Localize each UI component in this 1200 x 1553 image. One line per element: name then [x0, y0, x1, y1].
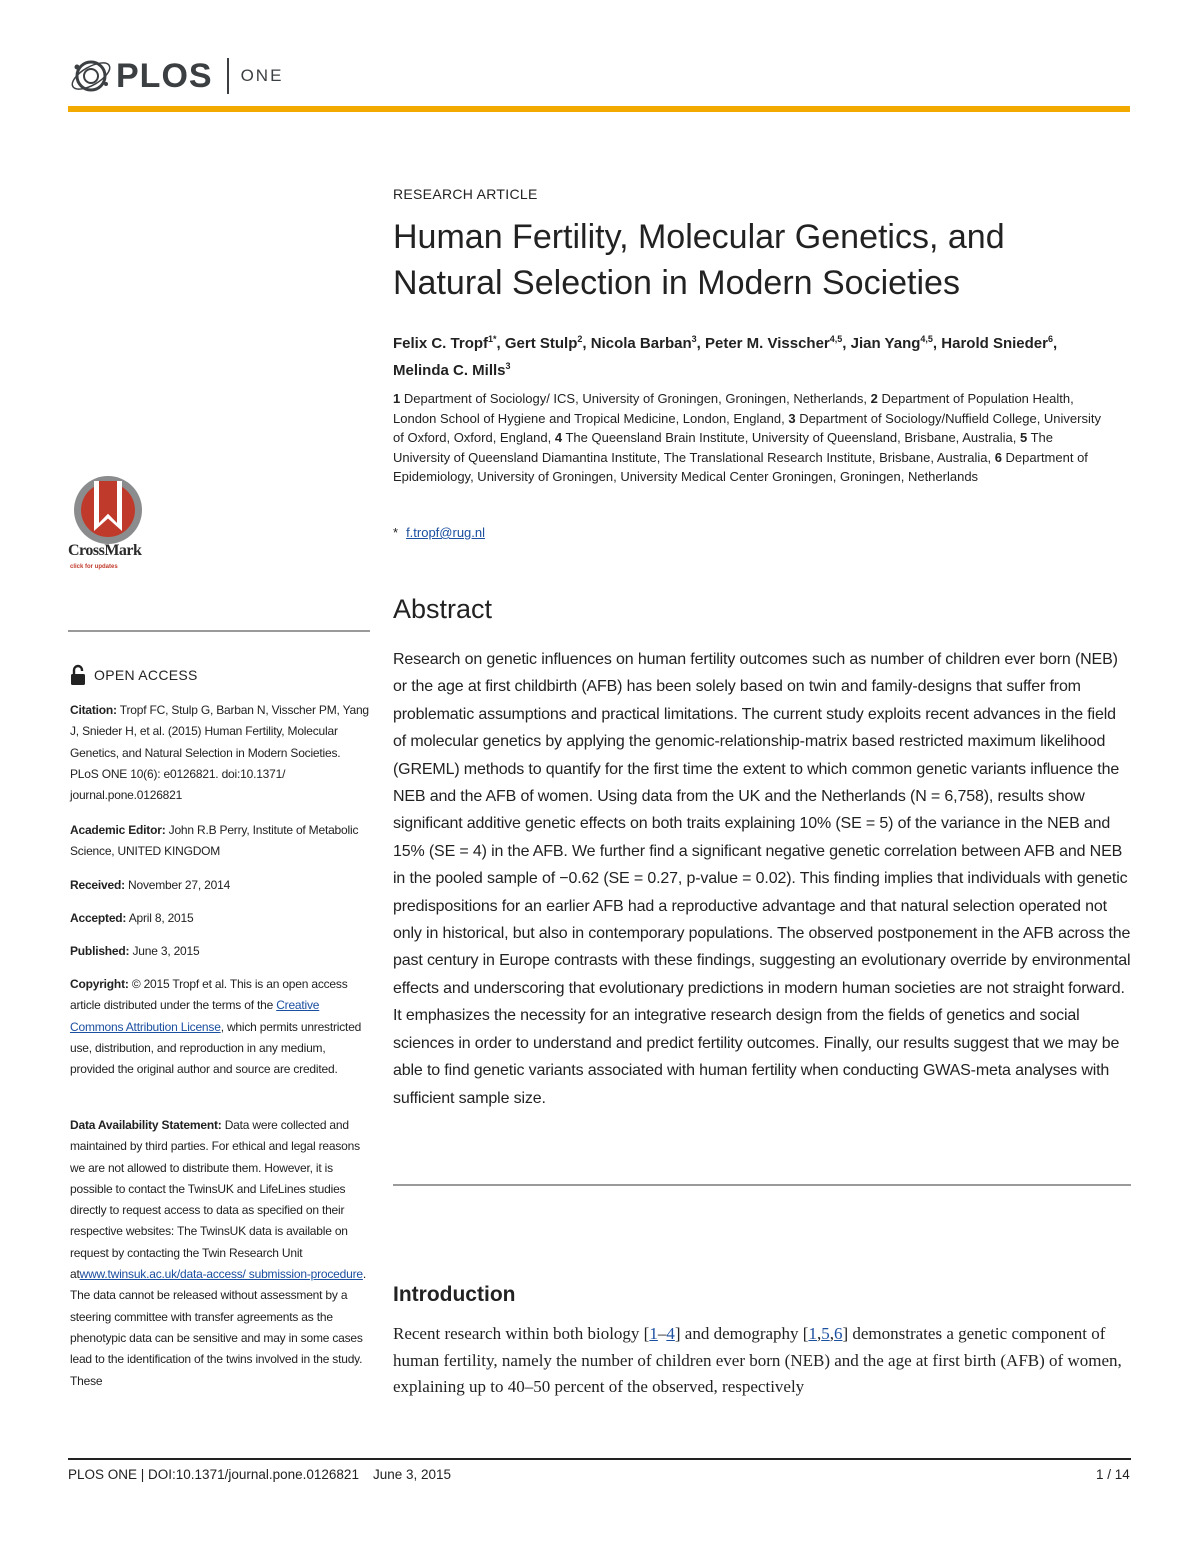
- abstract-divider: [393, 1184, 1131, 1186]
- received-label: Received:: [70, 878, 125, 892]
- author-name: Harold Snieder: [941, 335, 1048, 352]
- author-affiliation-sup: 2: [577, 334, 583, 344]
- author-affiliation-sup: 3: [505, 361, 511, 371]
- affiliation-number: 1: [393, 391, 401, 406]
- affiliation-number: 4: [554, 430, 563, 446]
- received-value: November 27, 2014: [128, 878, 231, 892]
- affiliation-text: The Queensland Brain Institute, University of Queensland, Brisbane, Australia,: [562, 430, 1020, 446]
- intro-text-part: ,: [829, 1324, 834, 1343]
- author-name: Peter M. Visscher: [704, 335, 830, 352]
- affiliation-number: 2: [870, 391, 878, 406]
- plos-logo-icon: [68, 53, 114, 99]
- page-number: 1 / 14: [1096, 1467, 1130, 1482]
- author-name: Felix C. Tropf: [393, 335, 489, 352]
- author-name: Gert Stulp: [504, 335, 578, 352]
- author-affiliation-sup: 4,5: [829, 334, 843, 344]
- crossmark-sublabel: click for updates: [70, 564, 118, 570]
- header-accent-bar: [68, 106, 1130, 112]
- reference-link[interactable]: 6: [833, 1324, 843, 1343]
- footer-citation: [68, 1467, 451, 1482]
- logo-wordmark: PLOS: [116, 56, 213, 95]
- reference-link[interactable]: 1: [649, 1324, 658, 1343]
- corresponding-marker: *: [393, 525, 399, 540]
- published-label: Published:: [70, 944, 130, 958]
- copyright-text: © 2015 Tropf et al. This is an open access article distributed under the terms of the: [70, 977, 348, 1013]
- affiliation-number: 6: [994, 449, 1002, 465]
- editor-label: Academic Editor:: [70, 823, 166, 837]
- sidebar-divider: [68, 630, 370, 632]
- copyright-block: [70, 974, 370, 1080]
- intro-text-part: –: [657, 1324, 667, 1343]
- data-availability-text: Data were collected and maintained by third parties. For ethical and legal reasons we are not allowed to distribute them. However, it is possible to contact the TwinsUK and LifeLines studies directly to request access to data as specified on their respective websites: The TwinsUK data is available on request by contacting the Twin Research Unit at: [70, 1118, 360, 1282]
- author-name: Melinda C. Mills: [393, 362, 506, 379]
- crossmark-badge[interactable]: [68, 476, 150, 576]
- affiliation-text: Department of Sociology/ ICS, University of Groningen, Groningen, Netherlands,: [400, 391, 871, 406]
- abstract-text: Research on genetic influences on human fertility outcomes such as number of children ever born (NEB) or the age at first childbirth (AFB) has been solely based on twin and family-designs that suffer from problematic assumptions and practical limitations. The current study exploits recent advances in the field of molecular genetics by applying the genomic-relationship-matrix based restricted maximum likelihood (GREML) methods to quantify for the first time the extent to which common genetic variants influence the NEB and the AFB of women. Using data from the UK and the Netherlands (N = 6,758), results show significant additive genetic effects on both traits explaining 10% (SE = 5) of the variance in the NEB and 15% (SE = 4) in the AFB. We further find a significant negative genetic correlation between AFB and NEB in the pooled sample of −0.62 (SE = 0.27, p-value = 0.02). This finding implies that individuals with genetic predispositions for an earlier AFB had a reproductive advantage and that natural selection operated not only in historical, but also in contemporary populations. The observed postponement in the AFB across the past century in Europe contrasts with these findings, suggesting an evolutionary override by environmental effects and underscoring that evolutionary predictions in modern human societies are not straight forward. It emphasizes the necessity for an integrative research design from the fields of genetics and social sciences in order to understand and predict fertility outcomes. Finally, our results suggest that we may be able to find genetic variants associated with human fertility when conducting GWAS-meta analyses with sufficient sample size.: [393, 651, 1131, 1107]
- article-title: Human Fertility, Molecular Genetics, and Natural Selection in Modern Societies: [393, 218, 1005, 302]
- data-availability-label: Data Availability Statement:: [70, 1118, 222, 1132]
- editor-text: John R.B Perry, Institute of Metabolic Science, UNITED KINGDOM: [70, 823, 359, 859]
- intro-text-part: Recent research within both biology [: [393, 1324, 650, 1343]
- published-date: [70, 941, 370, 962]
- open-access-label: OPEN ACCESS: [94, 667, 198, 683]
- author-name: Nicola Barban: [590, 335, 692, 352]
- abstract-heading: Abstract: [393, 594, 493, 624]
- author-affiliation-sup: 6: [1047, 334, 1053, 344]
- received-date: [70, 875, 370, 896]
- open-lock-icon: [70, 664, 86, 686]
- logo-divider: [227, 58, 229, 94]
- article-type: RESEARCH ARTICLE: [393, 186, 538, 202]
- data-availability-text-end: . The data cannot be released without assessment by a steering committee with transfer agreements as the phenotypic data can be sensitive and may in some cases lead to the identification of the twins involved in the study. These: [70, 1267, 367, 1388]
- citation-text: Tropf FC, Stulp G, Barban N, Visscher PM, Yang J, Snieder H, et al. (2015) Human Fertility, Molecular Genetics, and Natural Selection in Modern Societies. PLoS ONE 10(6): e0126821. doi:10.1371/ journal.pone.0126821: [70, 703, 369, 803]
- data-availability-block: [70, 1115, 370, 1392]
- plos-one-logo[interactable]: [68, 52, 283, 100]
- author-list: Felix C. Tropf$^{1*}$, Gert Stulp$^2$, Nicola Barban$^3$, Peter M. Visscher$^{4,5}$, Jian Yang$^{4,5}$, Harold Snieder$^6$, Melinda C. Mills$^3$: [393, 334, 1058, 379]
- footer-doi: PLOS ONE | DOI:10.1371/journal.pone.0126821: [68, 1467, 359, 1482]
- accepted-value: April 8, 2015: [128, 911, 194, 925]
- intro-text-part: ,: [816, 1324, 822, 1343]
- citation-block: [70, 700, 370, 806]
- author-affiliation-sup: 4,5: [920, 334, 933, 344]
- copyright-text-end: , which permits unrestricted use, distribution, and reproduction in any medium, provided the original author and source are credited.: [70, 1019, 362, 1077]
- affiliation-number: 3: [788, 410, 796, 426]
- introduction-heading: Introduction: [393, 1283, 516, 1306]
- reference-link[interactable]: 5: [821, 1324, 830, 1343]
- reference-link[interactable]: 4: [666, 1324, 675, 1343]
- footer-divider: [68, 1458, 1131, 1460]
- introduction-text: [393, 1321, 1128, 1401]
- logo-subtitle: ONE: [240, 66, 284, 85]
- correspondence: [393, 525, 485, 540]
- copyright-label: Copyright:: [70, 977, 129, 991]
- citation-label: Citation:: [70, 703, 117, 717]
- author-affiliation-sup: 1*: [488, 334, 497, 344]
- intro-text-part: ] demonstrates a genetic component of human fertility, namely the number of children ever born (NEB) and the age at first birth (AFB) of women, explaining up to 40–50 percent of the observed, respectively: [393, 1324, 1122, 1396]
- license-link[interactable]: Creative Commons Attribution License: [70, 998, 320, 1034]
- affiliation-text: Department of Epidemiology, University of Groningen, University Medical Center Groningen, Groningen, Netherlands: [393, 449, 1088, 485]
- author-affiliation-sup: 3: [691, 334, 697, 344]
- footer-date: June 3, 2015: [372, 1467, 452, 1482]
- affiliation-text: Department of Sociology/Nuffield College, University of Oxford, Oxford, England,: [393, 410, 1101, 446]
- affiliations: [393, 389, 1113, 487]
- affiliation-text: Department of Population Health, London School of Hygiene and Tropical Medicine, London, England,: [393, 391, 1074, 426]
- affiliation-text: The University of Queensland Diamantina Institute, The Translational Research Institute, Brisbane, Australia,: [393, 430, 1054, 465]
- twinsuk-link[interactable]: www.twinsuk.ac.uk/data-access/ submission-procedure: [79, 1267, 363, 1282]
- accepted-date: [70, 908, 370, 929]
- reference-link[interactable]: 1: [808, 1324, 817, 1343]
- email-link[interactable]: f.tropf@rug.nl: [406, 525, 486, 540]
- published-value: June 3, 2015: [132, 944, 200, 958]
- accepted-label: Accepted:: [70, 911, 127, 925]
- author-name: Jian Yang: [850, 335, 921, 352]
- crossmark-label: CrossMark: [68, 542, 142, 559]
- open-access-badge: [70, 664, 198, 686]
- intro-text-part: ] and demography [: [674, 1324, 809, 1343]
- affiliation-number: 5: [1020, 430, 1028, 446]
- academic-editor-block: [70, 820, 370, 863]
